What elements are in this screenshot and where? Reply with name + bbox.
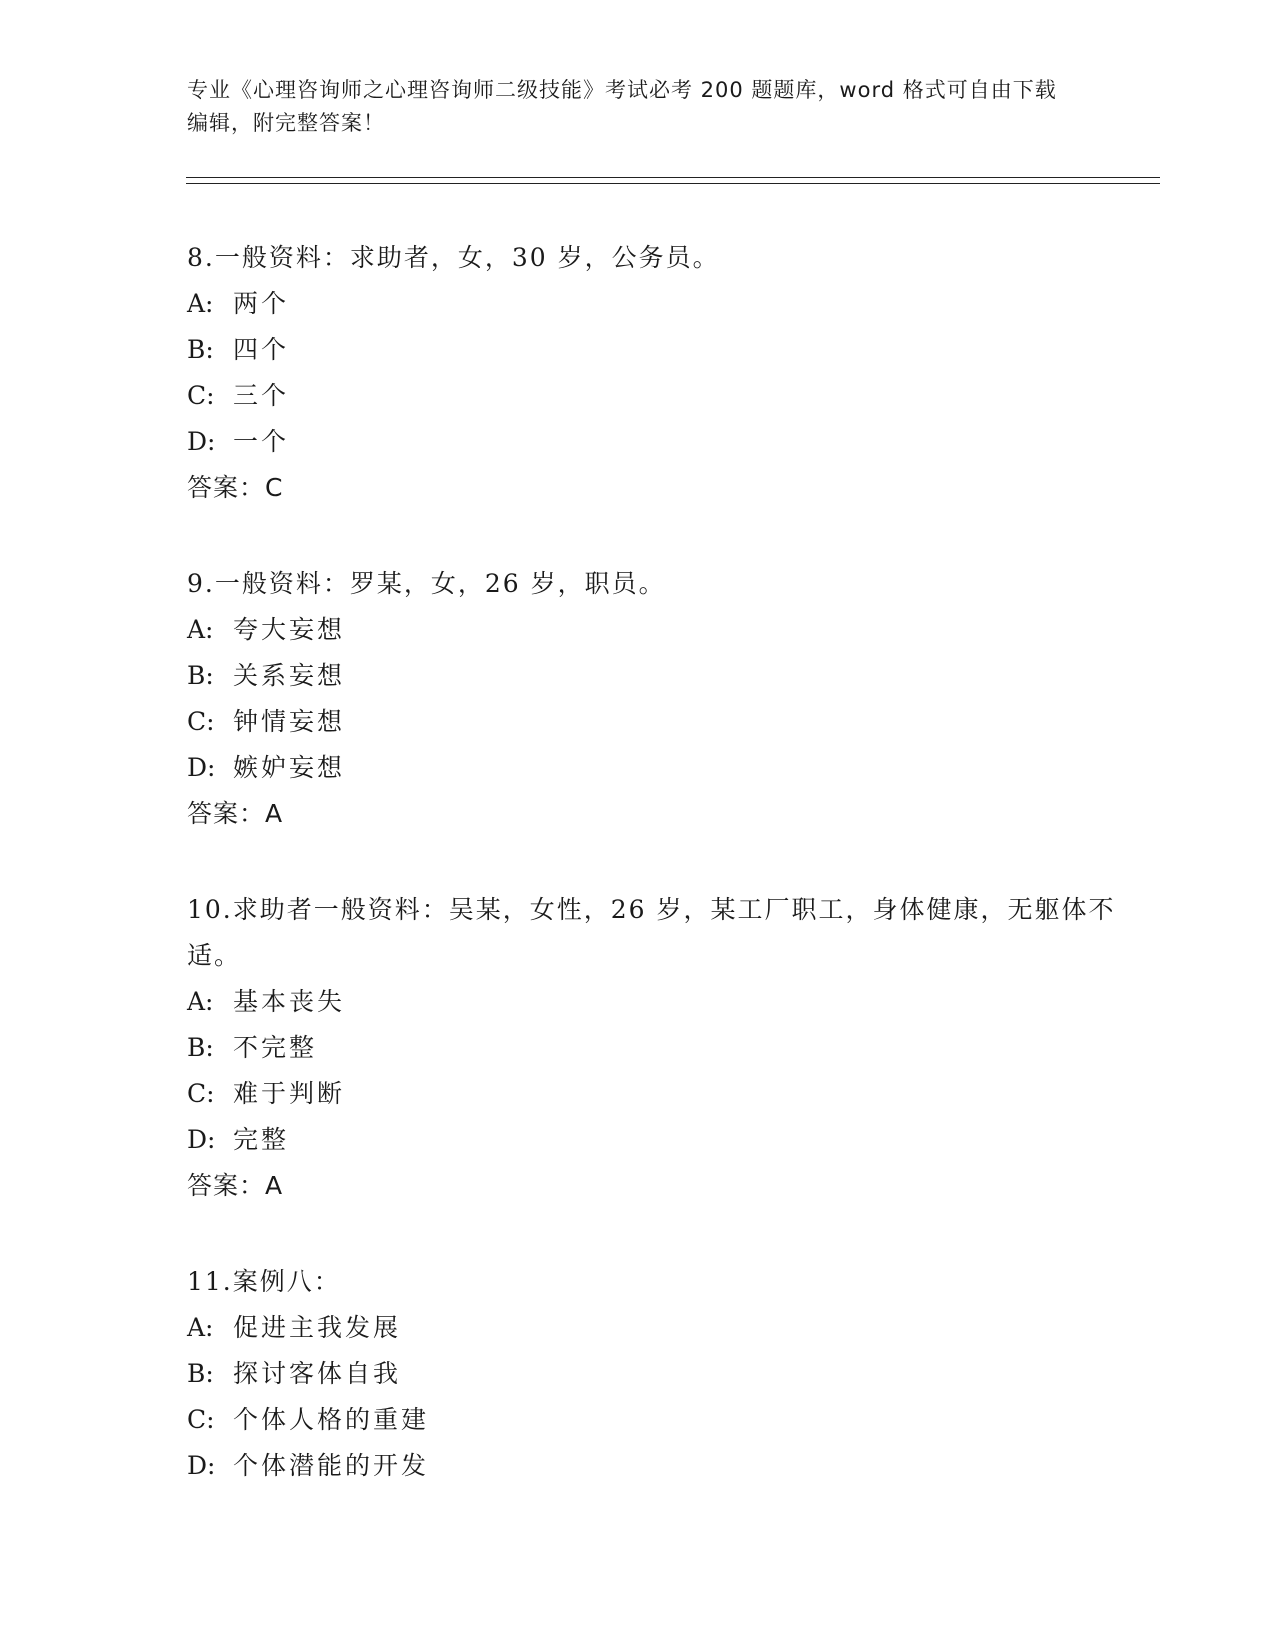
option-letter: D: — [187, 753, 216, 782]
option-letter: C: — [187, 381, 215, 410]
option-letter: D: — [187, 427, 216, 456]
option-letter: A: — [187, 1313, 214, 1342]
option-d — [187, 1443, 1137, 1489]
option-d — [187, 419, 1137, 465]
option-c — [187, 1397, 1137, 1443]
option-text: 钟情妄想 — [233, 707, 346, 736]
question-10 — [187, 887, 1137, 1209]
option-letter: D: — [187, 1125, 216, 1154]
option-text: 个体人格的重建 — [233, 1405, 430, 1434]
option-text: 两个 — [233, 289, 290, 318]
option-c — [187, 699, 1137, 745]
option-text: 不完整 — [233, 1033, 318, 1062]
option-letter: B: — [187, 1033, 214, 1062]
option-letter: D: — [187, 1451, 216, 1480]
question-stem: 8.一般资料：求助者，女，30 岁，公务员。 — [187, 243, 720, 272]
option-letter: C: — [187, 707, 215, 736]
option-a — [187, 1305, 1137, 1351]
question-8 — [187, 235, 1137, 511]
question-stem: 11.案例八： — [187, 1267, 341, 1296]
option-text: 四个 — [233, 335, 290, 364]
option-text: 基本丧失 — [233, 987, 346, 1016]
option-letter: A: — [187, 615, 214, 644]
option-letter: A: — [187, 987, 214, 1016]
option-d — [187, 1117, 1137, 1163]
question-stem: 9.一般资料：罗某，女，26 岁，职员。 — [187, 569, 666, 598]
question-stem: 10.求助者一般资料：吴某，女性，26 岁，某工厂职工，身体健康，无躯体不适。 — [187, 895, 1116, 970]
option-a — [187, 607, 1137, 653]
question-11 — [187, 1259, 1137, 1489]
option-text: 探讨客体自我 — [233, 1359, 402, 1388]
option-text: 夸大妄想 — [233, 615, 346, 644]
option-letter: C: — [187, 1079, 215, 1108]
option-a — [187, 979, 1137, 1025]
question-answer: 答案：C — [187, 473, 284, 502]
question-9 — [187, 561, 1137, 837]
option-a — [187, 281, 1137, 327]
option-b — [187, 653, 1137, 699]
option-letter: B: — [187, 661, 214, 690]
option-text: 关系妄想 — [233, 661, 346, 690]
option-b — [187, 327, 1137, 373]
question-answer: 答案：A — [187, 799, 284, 828]
option-letter: B: — [187, 1359, 214, 1388]
option-text: 嫉妒妄想 — [233, 753, 346, 782]
option-c — [187, 373, 1137, 419]
option-text: 个体潜能的开发 — [233, 1451, 430, 1480]
option-b — [187, 1351, 1137, 1397]
option-text: 完整 — [233, 1125, 290, 1154]
option-letter: B: — [187, 335, 214, 364]
document-intro: 专业《心理咨询师之心理咨询师二级技能》考试必考 200 题题库，word 格式可自由下载编辑，附完整答案！ — [187, 78, 1057, 135]
question-list — [187, 235, 1137, 1539]
option-d — [187, 745, 1137, 791]
option-text: 促进主我发展 — [233, 1313, 402, 1342]
option-letter: C: — [187, 1405, 215, 1434]
option-text: 难于判断 — [233, 1079, 346, 1108]
header-divider-top — [186, 177, 1160, 178]
option-text: 三个 — [233, 381, 290, 410]
question-answer: 答案：A — [187, 1171, 284, 1200]
header-divider-bottom — [186, 183, 1160, 184]
option-text: 一个 — [233, 427, 290, 456]
option-b — [187, 1025, 1137, 1071]
option-c — [187, 1071, 1137, 1117]
option-letter: A: — [187, 289, 214, 318]
